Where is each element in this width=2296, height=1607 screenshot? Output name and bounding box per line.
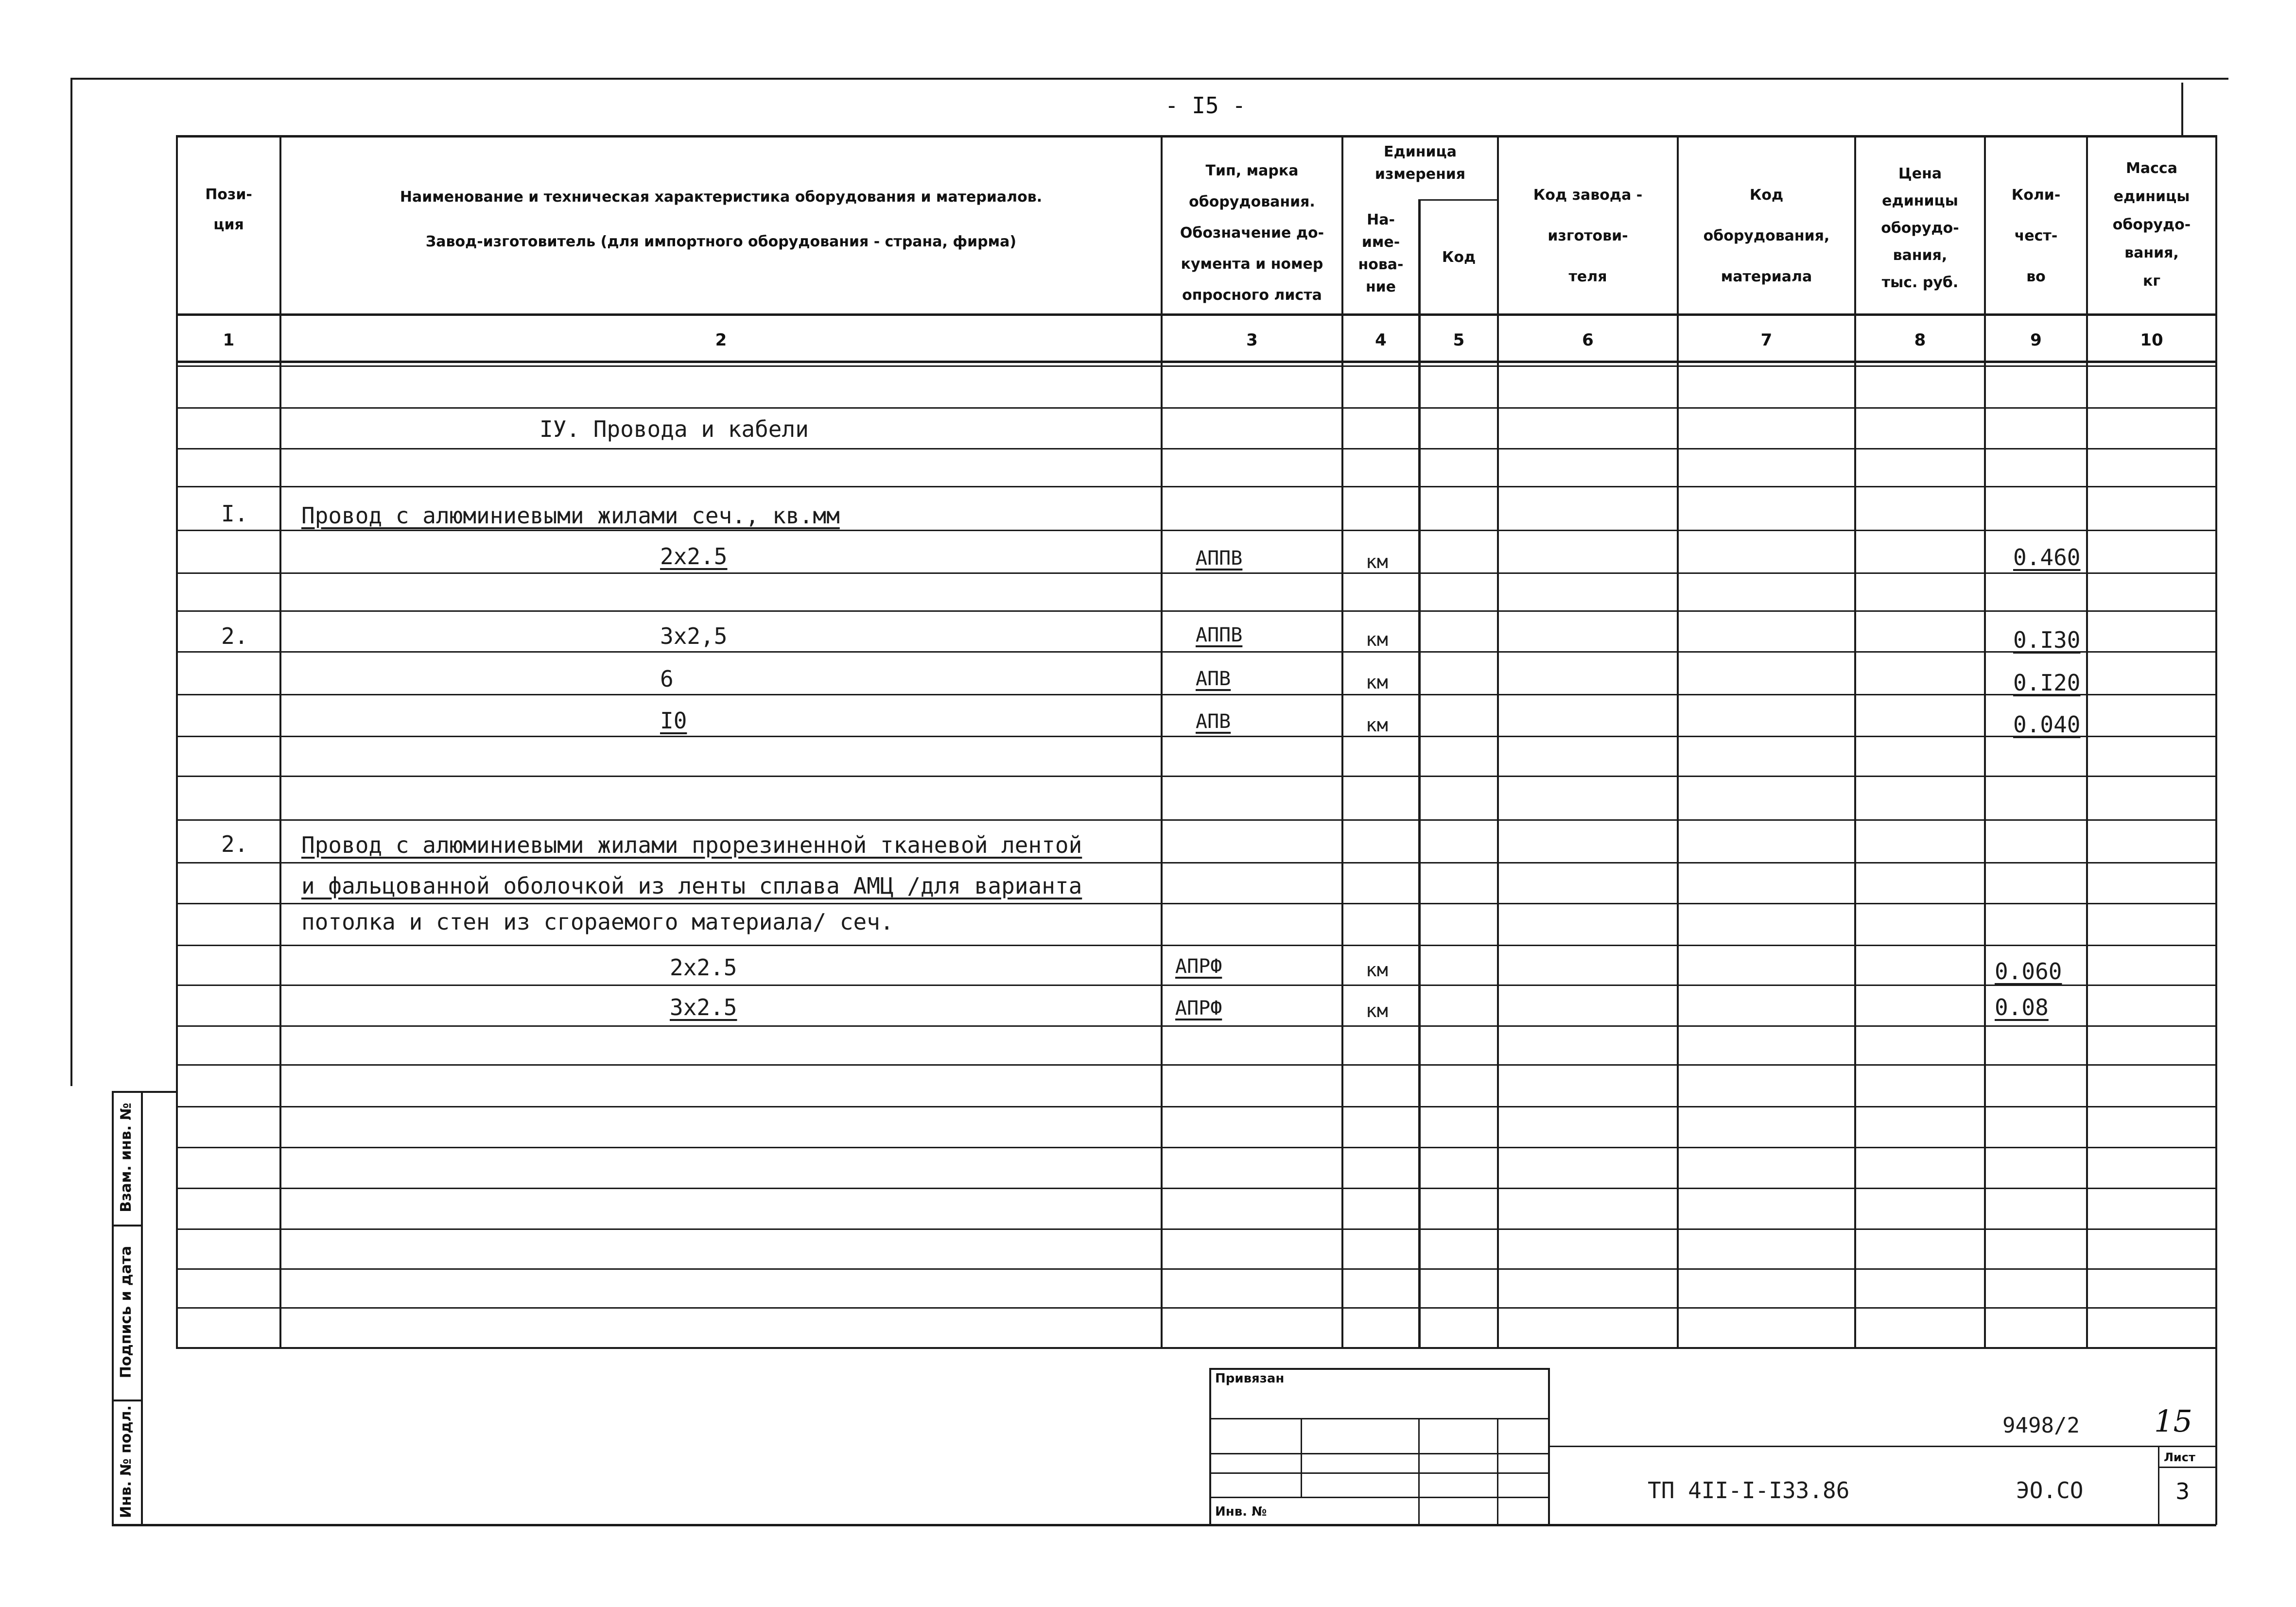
row-2b-type: АПВ: [1196, 668, 1231, 690]
row-2a-qty: 0.I30: [2013, 627, 2081, 653]
header-equipment-code: Код оборудования, материала: [1703, 187, 1830, 285]
row-2c-size: I0: [660, 708, 687, 734]
row-3b-size: 3x2.5: [670, 994, 737, 1020]
frame-bottom: [112, 1524, 2216, 1526]
section-code: ЭО.СО: [2016, 1477, 2084, 1503]
frame-left: [70, 78, 72, 1086]
row-3-name-line1: Провод с алюминиевыми жилами прорезиненной тканевой лентой: [301, 832, 1082, 858]
header-type: Тип, марка оборудования. Обозначение до- кумента и номер опросного листа: [1180, 162, 1324, 304]
col-number-1: 1: [223, 330, 235, 350]
row-3a-unit: км: [1366, 959, 1388, 981]
frame-right: [2215, 135, 2217, 1525]
row-3b-type: АПРФ: [1175, 997, 1222, 1019]
header-name: Наименование и техническая характеристика оборудования и материалов. Завод-изготовитель (для импортного оборудования - страна, фирма): [400, 189, 1043, 250]
row-1a-size: 2x2.5: [660, 543, 728, 570]
side-label-replaced-inv: Взам. инв. №: [118, 1103, 135, 1212]
sheet-label: Лист: [2164, 1451, 2195, 1464]
header-mass: Масса единицы оборудо- вания, кг: [2112, 160, 2191, 290]
row-1-position: I.: [221, 501, 248, 527]
row-3b-qty: 0.08: [1995, 994, 2049, 1020]
sheet-number: 3: [2175, 1478, 2190, 1504]
row-3a-qty: 0.060: [1995, 958, 2062, 985]
col-number-6: 6: [1582, 330, 1594, 350]
row-3-name-line3: потолка и стен из сгораемого материала/ сеч.: [301, 909, 894, 935]
row-3a-type: АПРФ: [1175, 955, 1222, 978]
frame-right-tab: [2181, 83, 2183, 135]
row-2a-size: 3x2,5: [660, 623, 728, 649]
header-position: Пози- ция: [205, 186, 252, 233]
row-2b-size: 6: [660, 666, 674, 692]
row-2b-unit: км: [1366, 672, 1388, 693]
page-number: - I5 -: [1165, 92, 1246, 119]
document-code: ТП 4II-I-I33.86: [1648, 1477, 1850, 1503]
row-3b-unit: км: [1366, 1000, 1388, 1021]
row-2a-type: АППВ: [1196, 624, 1243, 646]
col-number-3: 3: [1246, 330, 1258, 350]
row-1a-type: АППВ: [1196, 547, 1243, 570]
header-plant-code: Код завода - изготови- теля: [1533, 187, 1643, 285]
row-1a-unit: км: [1366, 551, 1388, 572]
header-unit-name: На- име- нова- ние: [1358, 211, 1404, 295]
row-2c-unit: км: [1366, 714, 1388, 736]
col-number-9: 9: [2030, 330, 2042, 350]
stamp-inv-label: Инв. №: [1215, 1504, 1267, 1519]
row-2c-qty: 0.040: [2013, 711, 2081, 738]
header-price: Цена единицы оборудо- вания, тыс. руб.: [1881, 165, 1959, 291]
col-number-5: 5: [1453, 330, 1465, 350]
row-2-position: 2.: [221, 623, 248, 649]
col-number-7: 7: [1760, 330, 1773, 350]
row-2b-qty: 0.I20: [2013, 670, 2081, 696]
row-3-name-line2: и фальцованной оболочкой из ленты сплава АМЦ /для варианта: [301, 873, 1082, 899]
order-number: 9498/2: [2002, 1413, 2080, 1438]
header-unit-group: Единица измерения: [1374, 143, 1466, 183]
stamp-attached-label: Привязан: [1215, 1371, 1285, 1386]
row-3-position: 2.: [221, 831, 248, 857]
col-number-2: 2: [715, 330, 727, 350]
row-2c-type: АПВ: [1196, 710, 1231, 733]
row-3a-size: 2x2.5: [670, 954, 737, 981]
col-number-4: 4: [1375, 330, 1387, 350]
row-2a-unit: км: [1366, 629, 1388, 650]
side-label-original-inv: Инв. № подл.: [118, 1405, 135, 1519]
header-unit-code: Код: [1442, 249, 1476, 266]
section-title: IУ. Провода и кабели: [539, 416, 809, 442]
col-number-8: 8: [1914, 330, 1926, 350]
col-number-10: 10: [2140, 330, 2163, 350]
row-1-name: Провод с алюминиевыми жилами сеч., кв.мм: [301, 502, 840, 529]
handwritten-sheet-number: 15: [2154, 1403, 2192, 1439]
header-quantity: Коли- чест- во: [2011, 187, 2061, 285]
row-1a-qty: 0.460: [2013, 544, 2081, 570]
side-label-signature-date: Подпись и дата: [118, 1245, 135, 1379]
frame-top: [70, 78, 2228, 80]
